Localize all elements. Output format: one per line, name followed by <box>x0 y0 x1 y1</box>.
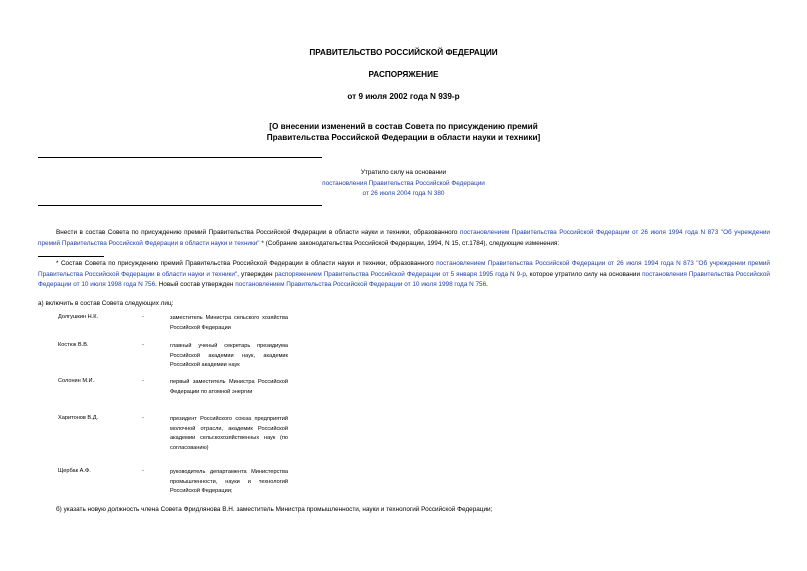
divider-top <box>38 157 322 158</box>
member-dash: - <box>142 415 144 421</box>
member-name: Костюк В.В. <box>58 342 89 348</box>
footnote-paragraph <box>38 259 770 291</box>
footnote-text: , которое утратило силу на основании <box>525 270 643 278</box>
member-dash: - <box>142 378 144 384</box>
document-date-number: от 9 июля 2002 года N 939-р <box>347 92 460 101</box>
member-position: заместитель Министра сельского хозяйства Российской Федерации <box>170 315 288 331</box>
section-a: а) включить в состав Совета следующих лиц: <box>38 300 174 307</box>
member-position: первый заместитель Министра Российской Федерации по атомной энергии <box>170 379 288 395</box>
member-dash: - <box>142 314 144 320</box>
repeal-link-1[interactable]: постановления Правительства Российской Федерации <box>322 179 485 187</box>
member-dash: - <box>142 468 144 474</box>
footnote-text: . <box>486 281 488 288</box>
subject-line-2: Правительства Российской Федерации в области науки и техники] <box>266 132 541 142</box>
document-subject <box>0 122 807 143</box>
intro-text-end: * (Собрание законодательства Российской Федерации, 1994, N 15, ст.1784), следующие изменения: <box>259 239 560 247</box>
footnote-separator <box>38 256 104 257</box>
government-heading: ПРАВИТЕЛЬСТВО РОССИЙСКОЙ ФЕДЕРАЦИИ <box>309 48 498 57</box>
footnote-text: . Новый состав утвержден <box>155 281 236 288</box>
member-position: президент Российского союза предприятий молочной отрасли, академик Российской академии сельскохозяйственных наук (по согласованию) <box>170 416 288 451</box>
footnote-link-1[interactable]: постановлением Правительства Российской Федерации от 26 июля 1994 года N 873 "Об учреждении премий Правительства Российской Федерации в области науки и техники" <box>38 260 770 278</box>
member-dash: - <box>142 342 144 348</box>
member-name: Харитонов В.Д. <box>58 415 99 421</box>
footnote-link-4[interactable]: постановлением Правительства Российской Федерации от 10 июля 1998 года N 756 <box>235 281 487 288</box>
member-position: руководитель департамента Министерства промышленности, науки и технологий Российской Федерации; <box>170 469 288 495</box>
section-b: б) указать новую должность члена Совета Фридлянова В.Н. заместитель Министра промышленности, науки и технологий Российской Федерации; <box>56 506 493 513</box>
member-name: Долгушкин Н.К. <box>58 314 99 320</box>
intro-paragraph <box>38 228 770 249</box>
member-name: Солонин М.И. <box>58 378 95 384</box>
footnote-text: , утвержден <box>237 270 275 278</box>
member-name: Щербак А.Ф. <box>58 468 91 474</box>
subject-line-1: [О внесении изменений в состав Совета по присуждению премий <box>269 122 538 131</box>
footnote-link-3[interactable]: постановления Правительства Российской Федерации от 10 июля 1998 года N 756 <box>38 270 771 288</box>
repeal-link-2[interactable]: от 26 июля 2004 года N 380 <box>362 190 445 197</box>
document-type: РАСПОРЯЖЕНИЕ <box>368 70 439 79</box>
repeal-notice <box>0 168 807 200</box>
divider-bottom <box>38 205 322 206</box>
footnote-text: * Состав Совета по присуждению премий Правительства Российской Федерации в области науки и техники, образованного <box>56 260 437 267</box>
footnote-link-2[interactable]: распоряжением Правительства Российской Федерации от 5 января 1995 года N 9-р <box>274 270 526 278</box>
repeal-text: Утратило силу на основании <box>360 169 447 176</box>
member-position: главный ученый секретарь президиума Российской академии наук, академик Российской академии наук <box>170 343 288 369</box>
intro-text: Внести в состав Совета по присуждению премий Правительства Российской Федерации в области науки и техники, образованного <box>56 229 460 236</box>
intro-decree-link[interactable]: постановлением Правительства Российской Федерации от 26 июля 1994 года N 873 "Об учреждении премий Правительства Российской Федерации в области науки и техники" <box>38 229 770 247</box>
